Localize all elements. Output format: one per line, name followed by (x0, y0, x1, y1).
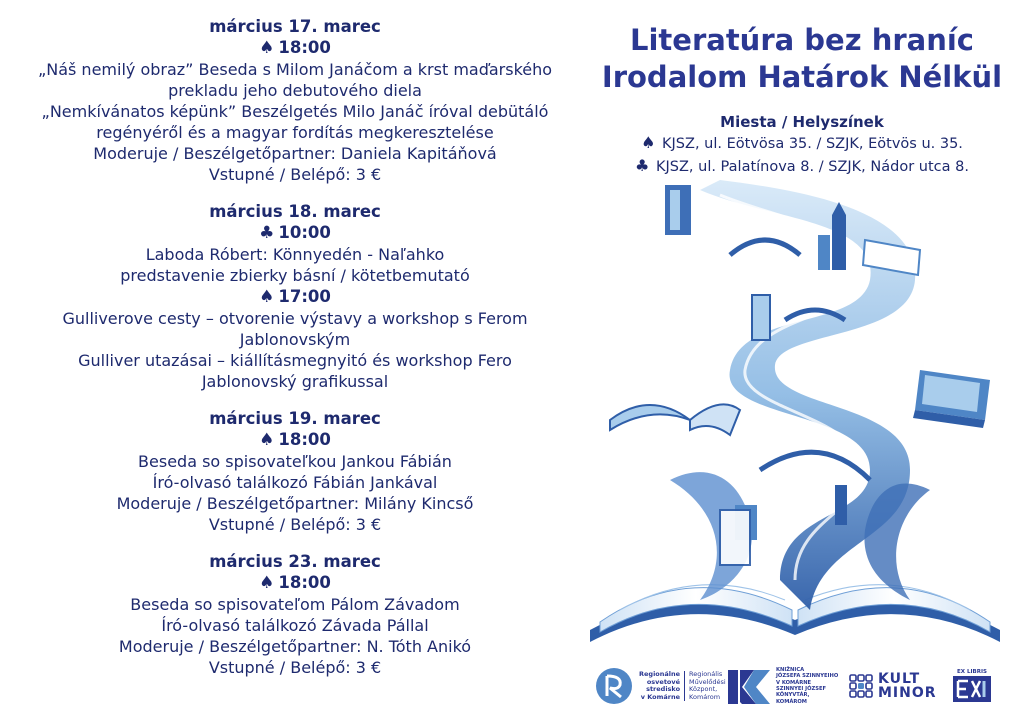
ros-line-2: osvetové (646, 677, 681, 686)
slot-time (0, 222, 590, 244)
ros-line-3: stredisko (646, 685, 681, 693)
event-description-line: Gulliver utazásai – kiállításmegnyitó és workshop Fero (78, 351, 512, 370)
kult-word: KULT (878, 671, 921, 687)
event-description-line: prekladu jeho debutového diela (168, 81, 422, 100)
kjsz-logo (726, 658, 838, 714)
kult-minor-logo (848, 658, 937, 714)
kjsz-line-2: JÓZSEFA SZINNYEIHO (776, 673, 839, 680)
event-description-line: Jablonovským (239, 330, 351, 349)
title-slovak: Literatúra bez hraníc (630, 23, 974, 57)
ros-line-4: v Komárne (640, 692, 681, 701)
club-icon: ♣ (635, 156, 650, 175)
event-description-line: regényéről és a magyar fordítás megkeresztelése (96, 123, 494, 142)
rmk-line-1: Regionális (689, 670, 723, 678)
day-date: március 19. marec (209, 409, 381, 428)
book-river-illustration (580, 180, 1010, 650)
event-description-line: „Nemkívánatos képünk” Beszélgetés Milo Janáč íróval debütáló (41, 102, 549, 121)
event-schedule (0, 16, 590, 694)
venues-heading: Miesta / Helyszínek (720, 113, 884, 131)
time-text: 18:00 (278, 573, 331, 592)
event-description-line: Vstupné / Belépő: 3 € (208, 658, 382, 677)
kjsz-line-3: V KOMÁRNE (776, 679, 812, 686)
event-description-line: Író-olvasó találkozó Fábián Jankával (152, 473, 438, 492)
kult-minor-text (878, 672, 937, 700)
slot-time (0, 286, 590, 308)
schedule-day (0, 408, 590, 535)
ros-emblem-icon (594, 666, 634, 706)
event-description-line: „Náš nemilý obraz” Beseda s Milom Janáčom a krst maďarského (37, 60, 553, 79)
event-description-line: Író-olvasó találkozó Závada Pállal (161, 616, 429, 635)
ros-line-1: Regionálne (639, 670, 681, 678)
kjsz-line-5: KÖNYVTÁR, (776, 692, 810, 699)
spade-icon: ♠ (259, 287, 275, 307)
event-description-line: Moderuje / Beszélgetőpartner: Daniela Kapitáňová (93, 144, 497, 163)
event-description-line: Moderuje / Beszélgetőpartner: N. Tóth Anikó (118, 637, 472, 656)
event-description-line: predstavenie zbierky básní / kötetbemutató (120, 266, 470, 285)
kjsz-line-1: KNIŽNICA (776, 667, 805, 674)
event-description-line: Vstupné / Belépő: 3 € (208, 515, 382, 534)
day-date: március 18. marec (209, 202, 381, 221)
event-description-line: Beseda so spisovateľkou Jankou Fábián (138, 452, 452, 471)
schedule-day (0, 201, 590, 392)
day-date: március 23. marec (209, 552, 381, 571)
rmk-name (685, 671, 726, 701)
event-description-line: Vstupné / Belépő: 3 € (208, 165, 382, 184)
spade-icon: ♠ (641, 133, 656, 152)
event-description-line: Laboda Róbert: Könnyedén - Naľahko (145, 245, 445, 264)
club-icon: ♣ (259, 223, 275, 243)
slot-time (0, 572, 590, 594)
ex-libris-emblem-icon (952, 675, 992, 703)
kjsz-k-icon (726, 666, 772, 706)
spade-icon: ♠ (259, 38, 275, 58)
slot-time (0, 37, 590, 59)
ex-libris-label: EX LIBRIS (957, 669, 987, 675)
rmk-line-2: Művelődési (689, 677, 726, 686)
ros-logo (594, 658, 726, 714)
ros-name (639, 671, 685, 701)
kjsz-name (776, 667, 838, 705)
time-text: 18:00 (278, 38, 331, 57)
partner-logos (590, 658, 1010, 718)
schedule-day (0, 551, 590, 678)
event-description-line: Moderuje / Beszélgetőpartner: Milány Kincső (116, 494, 474, 513)
kult-minor-grid-icon (848, 673, 874, 699)
kjsz-line-6: KOMÁROM (776, 698, 807, 705)
venue-spade (590, 132, 1014, 155)
event-description-line: Gulliverove cesty – otvorenie výstavy a workshop s Ferom (62, 309, 528, 328)
time-text: 17:00 (278, 287, 331, 306)
ex-libris-logo (952, 658, 992, 714)
spade-icon: ♠ (259, 573, 275, 593)
venue-club-text: KJSZ, ul. Palatínova 8. / SZJK, Nádor utca 8. (655, 159, 969, 175)
event-description-line: Beseda so spisovateľom Pálom Závadom (130, 595, 460, 614)
rmk-line-3: Központ, (689, 685, 718, 693)
venue-spade-text: KJSZ, ul. Eötvösa 35. / SZJK, Eötvös u. 35. (662, 136, 963, 152)
slot-time (0, 429, 590, 451)
spade-icon: ♠ (259, 430, 275, 450)
title-hungarian: Irodalom Határok Nélkül (601, 60, 1003, 94)
schedule-day (0, 16, 590, 185)
rmk-line-4: Komárom (689, 692, 721, 701)
time-text: 18:00 (278, 430, 331, 449)
venue-club (590, 155, 1014, 178)
day-date: március 17. marec (209, 17, 381, 36)
kjsz-line-4: SZINNYEI JÓZSEF (776, 686, 827, 692)
poster-header (590, 22, 1014, 178)
minor-word: MINOR (878, 685, 937, 701)
time-text: 10:00 (278, 223, 331, 242)
event-description-line: Jablonovský grafikussal (201, 372, 389, 391)
